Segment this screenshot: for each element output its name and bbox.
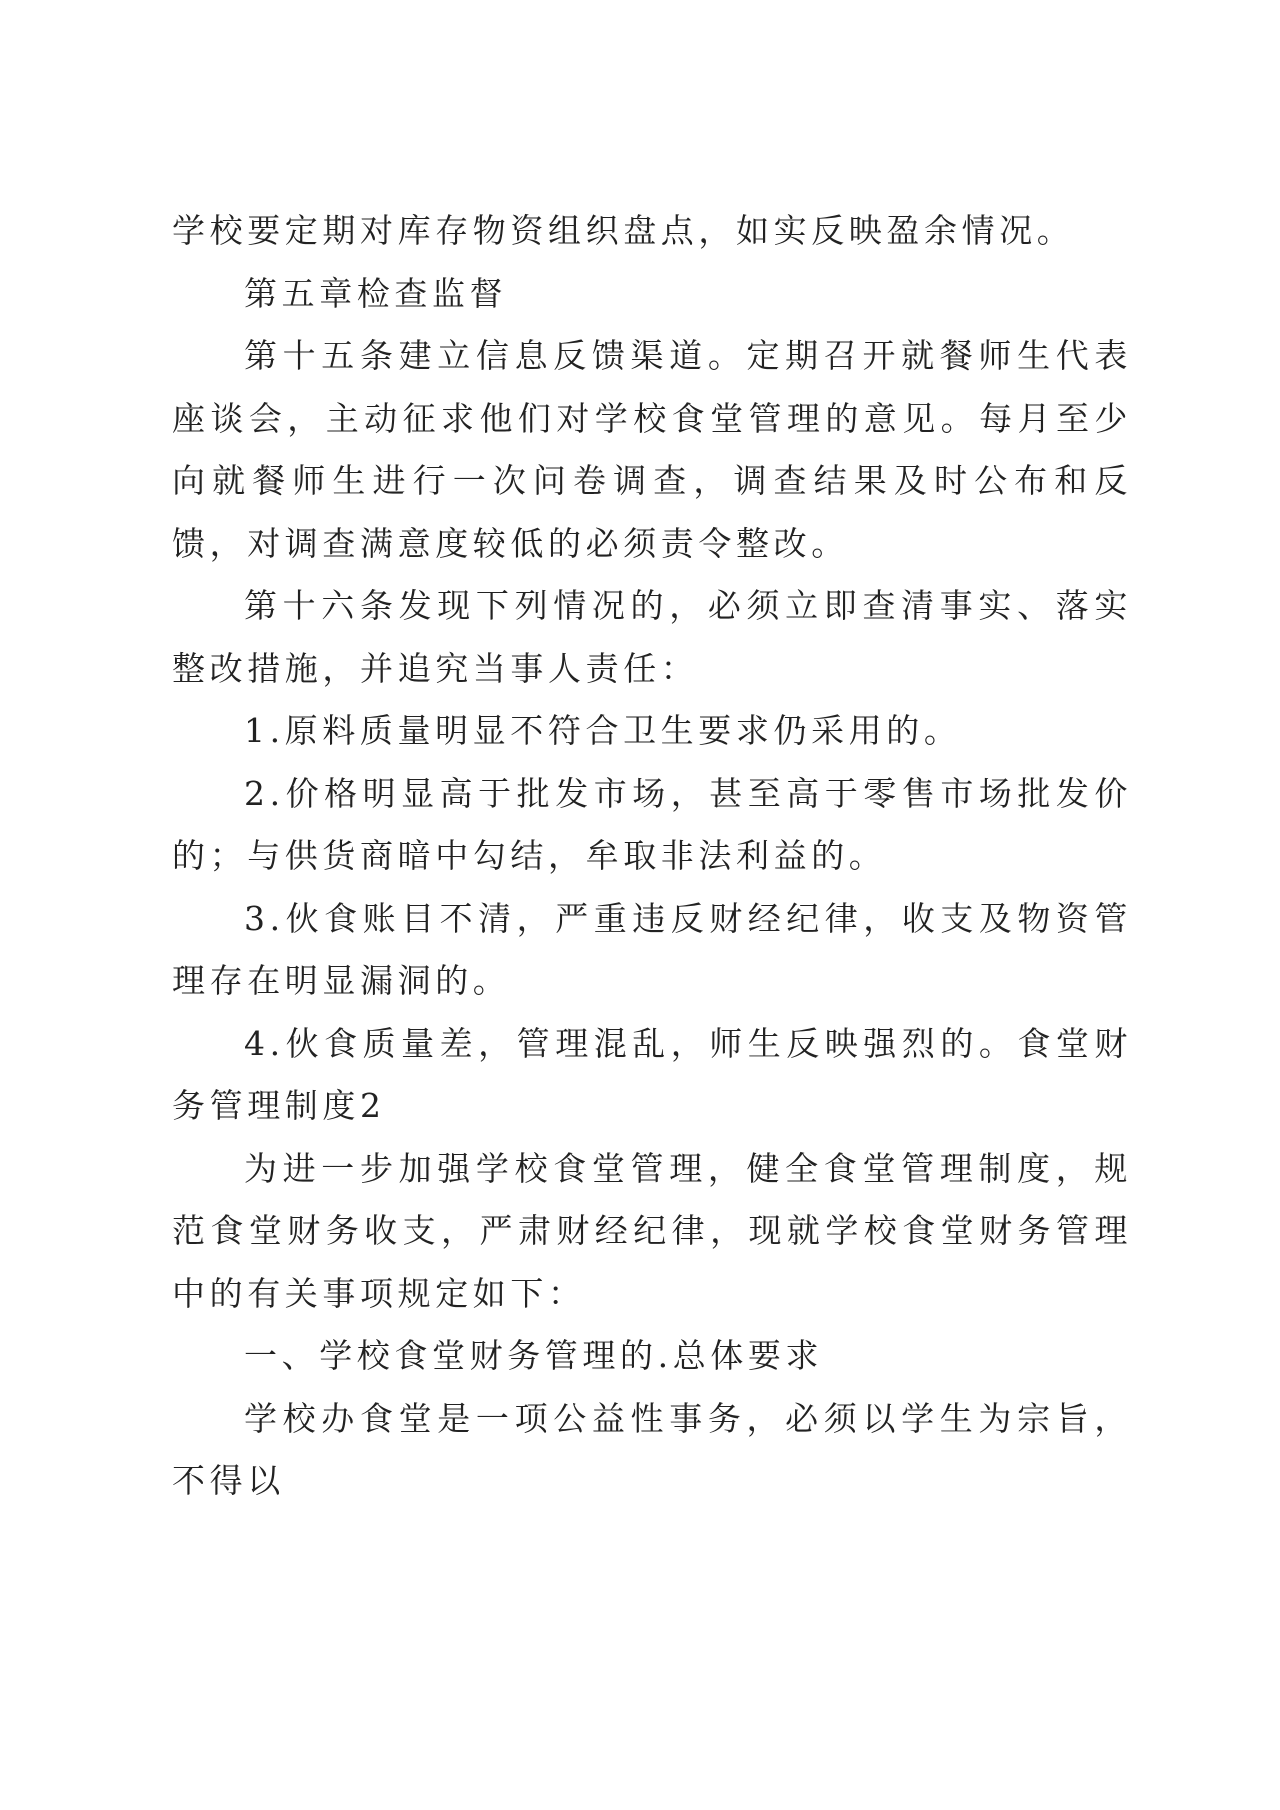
list-item-1: 1.原料质量明显不符合卫生要求仍采用的。 [244,711,962,750]
paragraph-inventory-check: 学校要定期对库存物资组织盘点，如实反映盈余情况。 [172,211,1075,250]
paragraph-public-welfare: 学校办食堂是一项公益性事务，必须以学生为宗旨，不得以 [172,1398,1132,1500]
chapter-heading-inspection: 第五章检查监督 [244,273,508,313]
paragraph-article-16: 第十六条发现下列情况的，必须立即查清事实、落实整改措施，并追究当事人责任： [172,586,1132,688]
list-item-4: 4.伙食质量差，管理混乱，师生反映强烈的。食堂财务管理制度2 [172,1023,1132,1125]
section-heading-general-requirements: 一、学校食堂财务管理的.总体要求 [244,1336,824,1375]
document-body [172,200,1132,1513]
paragraph-article-15: 第十五条建立信息反馈渠道。定期召开就餐师生代表座谈会，主动征求他们对学校食堂管理的意见。每月至少向就餐师生进行一次问卷调查，调查结果及时公布和反馈，对调查满意度较低的必须责令整改。 [172,336,1132,563]
list-item-3: 3.伙食账目不清，严重违反财经纪律，收支及物资管理存在明显漏洞的。 [172,898,1132,1000]
paragraph-intro-regulation-2: 为进一步加强学校食堂管理，健全食堂管理制度，规范食堂财务收支，严肃财经纪律，现就学校食堂财务管理中的有关事项规定如下： [172,1148,1132,1313]
list-item-2: 2.价格明显高于批发市场，甚至高于零售市场批发价的；与供货商暗中勾结，牟取非法利益的。 [172,773,1132,875]
